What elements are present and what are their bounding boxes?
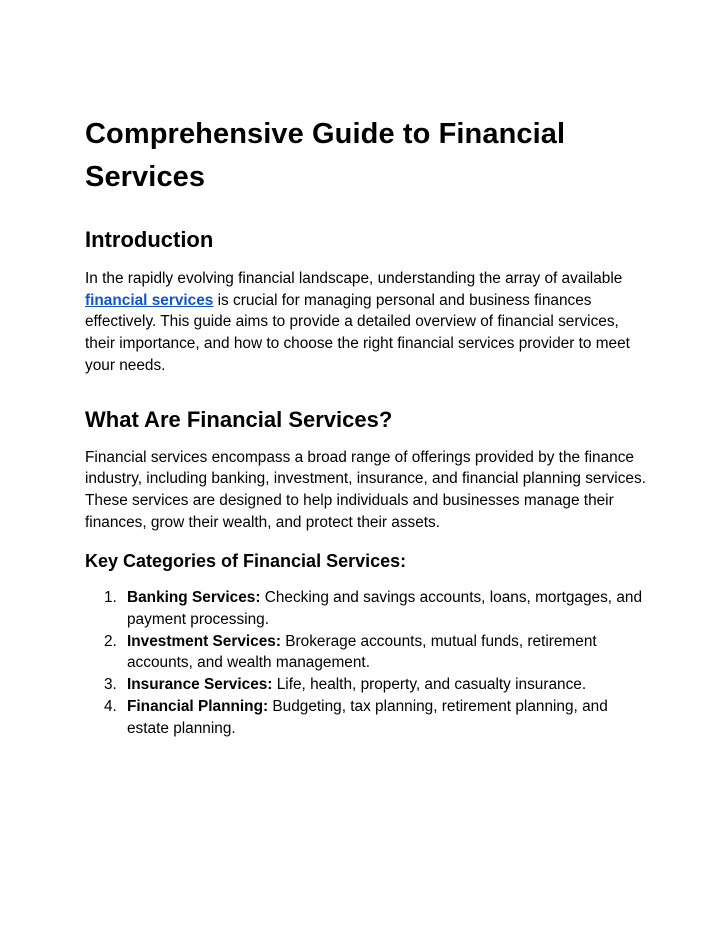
list-item-number: 2. bbox=[104, 632, 117, 650]
financial-services-link[interactable]: financial services bbox=[85, 291, 214, 309]
list-item-text: Life, health, property, and casualty insurance. bbox=[272, 676, 587, 694]
list-item-number: 1. bbox=[104, 589, 117, 607]
page-title: Comprehensive Guide to Financial Services bbox=[85, 118, 566, 193]
list-item bbox=[85, 696, 648, 739]
list-item-text: Budgeting, tax planning, retirement planning, and estate planning. bbox=[127, 697, 608, 737]
intro-text-before-link: In the rapidly evolving financial landscape, understanding the array of available bbox=[85, 270, 623, 287]
what-are-paragraph: Financial services encompass a broad range of offerings provided by the finance industry, including banking, investment, insurance, and financial planning services. These services are designed to help individuals and businesses manage their finances, grow their wealth, and protect their assets. bbox=[85, 448, 646, 531]
list-item-text: Brokerage accounts, mutual funds, retirement accounts, and wealth management. bbox=[127, 632, 597, 672]
list-item-label: Banking Services: bbox=[127, 589, 261, 607]
what-are-heading: What Are Financial Services? bbox=[85, 406, 393, 432]
key-categories-list bbox=[85, 587, 648, 739]
list-item bbox=[85, 631, 648, 674]
list-item-number: 4. bbox=[104, 697, 117, 715]
list-item-label: Insurance Services: bbox=[127, 676, 273, 694]
list-item-label: Investment Services: bbox=[127, 632, 281, 650]
list-item bbox=[85, 587, 648, 630]
intro-text-after-link: is crucial for managing personal and business finances effectively. This guide aims to provide a detailed overview of financial services, their importance, and how to choose the right financial services provider to meet your needs. bbox=[85, 291, 630, 374]
list-item-label: Financial Planning: bbox=[127, 697, 269, 715]
list-item-text: Checking and savings accounts, loans, mortgages, and payment processing. bbox=[127, 589, 643, 629]
introduction-paragraph bbox=[85, 268, 648, 377]
key-categories-heading: Key Categories of Financial Services: bbox=[85, 551, 407, 572]
list-item-number: 3. bbox=[104, 676, 117, 694]
introduction-heading: Introduction bbox=[85, 227, 214, 252]
list-item bbox=[85, 674, 648, 696]
